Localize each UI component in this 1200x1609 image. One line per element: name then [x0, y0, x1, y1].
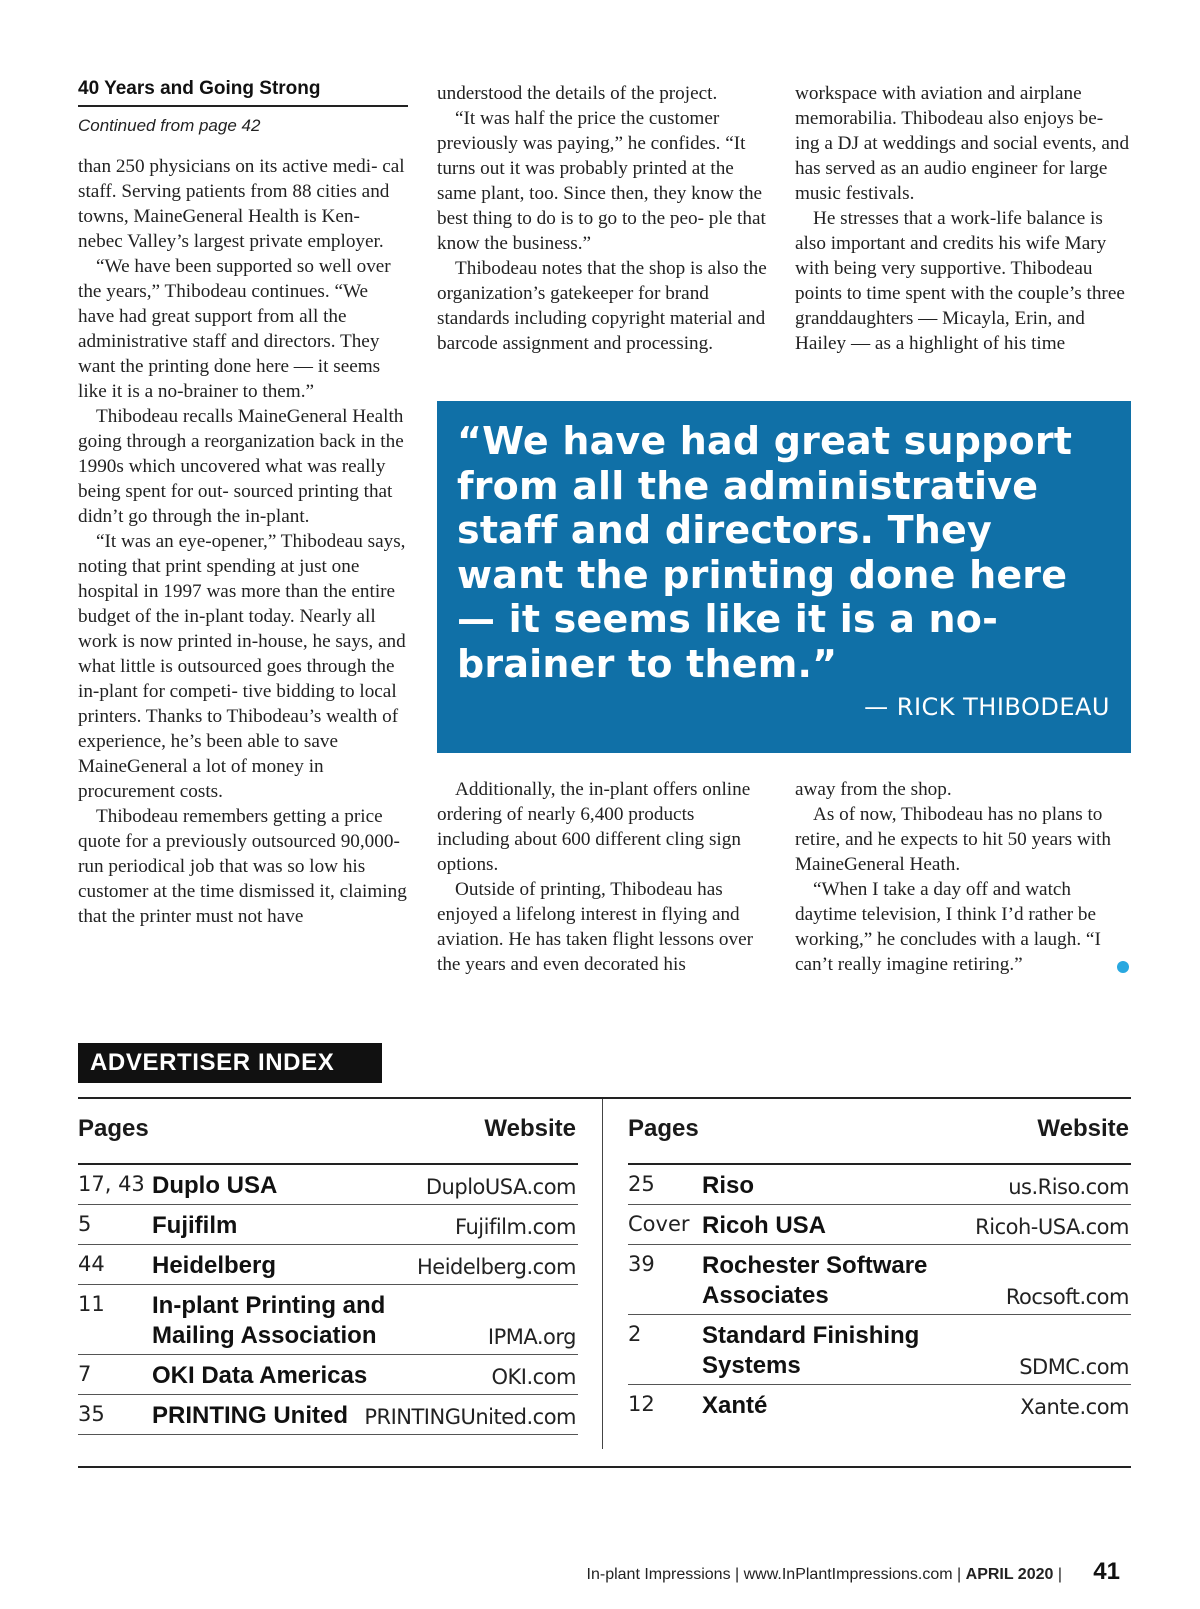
column-divider	[602, 1099, 603, 1449]
advertiser-index-title: ADVERTISER INDEX	[78, 1043, 382, 1083]
pull-quote-text: “We have had great support from all the administrative staff and directors. They want the printing done here — it seems like it is a no-brainer to them.”	[457, 419, 1073, 686]
table-row	[78, 1245, 578, 1285]
row-advertiser: Rochester Software Associates	[702, 1252, 928, 1309]
table-row	[78, 1285, 578, 1355]
row-advertiser: In-plant Printing and Mailing Association	[152, 1292, 386, 1349]
row-website-link[interactable]: OKI.com	[491, 1365, 576, 1389]
page-footer	[580, 1558, 1120, 1590]
row-pages: Cover	[628, 1212, 690, 1236]
row-pages: 12	[628, 1392, 655, 1416]
row-website-link[interactable]: Ricoh-USA.com	[975, 1215, 1129, 1239]
row-advertiser: Standard Finishing Systems	[702, 1322, 920, 1379]
paragraph: Thibodeau recalls MaineGeneral Health going through a reorganization back in the 1990s which uncovered what was really being spent for out- sourced printing that didn’t go through the in-plant.	[78, 406, 404, 527]
row-advertiser: Fujifilm	[152, 1212, 238, 1239]
row-website-link[interactable]: SDMC.com	[1019, 1355, 1129, 1379]
row-website-link[interactable]: Fujifilm.com	[455, 1215, 576, 1239]
paragraph: Thibodeau remembers getting a price quote for a previously outsourced 90,000-run periodical job that was so low his customer at the time dismissed it, claiming that the printer must not have	[78, 806, 407, 927]
row-website-link[interactable]: us.Riso.com	[1008, 1175, 1129, 1199]
table-header	[78, 1099, 578, 1165]
row-pages: 17, 43	[78, 1172, 145, 1196]
row-advertiser: Duplo USA	[152, 1172, 278, 1199]
row-website-link[interactable]: PRINTINGUnited.com	[364, 1405, 576, 1429]
header-website: Website	[1037, 1115, 1129, 1142]
row-website-link[interactable]: Rocsoft.com	[1005, 1285, 1129, 1309]
row-pages: 44	[78, 1252, 105, 1276]
article-column-1	[78, 76, 408, 929]
end-of-article-dot-icon	[1117, 961, 1129, 973]
table-row	[78, 1355, 578, 1395]
table-row	[628, 1385, 1131, 1424]
article-column-2	[437, 81, 767, 356]
table-row	[628, 1245, 1131, 1315]
advertiser-column-left	[78, 1099, 578, 1435]
row-pages: 39	[628, 1252, 655, 1276]
pull-quote-attribution: — RICK THIBODEAU	[864, 693, 1110, 721]
row-website-link[interactable]: DuploUSA.com	[425, 1175, 576, 1199]
table-row	[78, 1395, 578, 1435]
paragraph: than 250 physicians on its active medi- cal staff. Serving patients from 88 cities and towns, MaineGeneral Health is Ken- nebec Valley’s largest private employer.	[78, 156, 405, 252]
continued-note: Continued from page 42	[78, 116, 261, 135]
row-advertiser: Ricoh USA	[702, 1212, 827, 1239]
row-advertiser: Heidelberg	[152, 1252, 277, 1279]
table-row	[628, 1205, 1131, 1245]
paragraph: Thibodeau notes that the shop is also the organization’s gatekeeper for brand standards including copyright material and barcode assignment and processing.	[437, 258, 767, 354]
paragraph: He stresses that a work-life balance is also important and credits his wife Mary with being very supportive. Thibodeau points to time spent with the couple’s three granddaughters — Micayla, Erin, and Hailey — as a highlight of his time	[795, 208, 1125, 354]
paragraph: Outside of printing, Thibodeau has enjoyed a lifelong interest in flying and aviation. He has taken flight lessons over the years and even decorated his	[437, 879, 753, 975]
row-pages: 7	[78, 1362, 92, 1386]
row-pages: 25	[628, 1172, 655, 1196]
row-advertiser: Riso	[702, 1172, 755, 1199]
article-column-3-bottom	[795, 777, 1131, 977]
row-website-link[interactable]: Heidelberg.com	[416, 1255, 576, 1279]
row-advertiser: PRINTING United	[152, 1402, 348, 1429]
publication-url[interactable]: www.InPlantImpressions.com	[743, 1566, 953, 1583]
table-header	[628, 1099, 1131, 1165]
paragraph: As of now, Thibodeau has no plans to retire, and he expects to hit 50 years with MaineGeneral Heath.	[795, 804, 1111, 875]
paragraph: “When I take a day off and watch daytime television, I think I’d rather be working,” he concludes with a laugh. “I can’t really imagine retiring.”	[795, 879, 1101, 975]
header-pages: Pages	[628, 1115, 699, 1142]
publication-name: In-plant Impressions	[586, 1566, 731, 1583]
page-number: 41	[1093, 1558, 1120, 1585]
table-row	[628, 1165, 1131, 1205]
paragraph: “It was half the price the customer previously was paying,” he confides. “It turns out it was probably printed at the same plant, too. Since then, they know the best thing to do is to go to the peo- ple that know the business.”	[437, 108, 766, 254]
issue-date: APRIL 2020	[965, 1566, 1054, 1583]
row-website-link[interactable]: Xante.com	[1020, 1395, 1129, 1419]
advertiser-index-table	[78, 1097, 1131, 1468]
paragraph: Additionally, the in-plant offers online ordering of nearly 6,400 products including about 600 different cling sign options.	[437, 779, 751, 875]
paragraph: away from the shop.	[795, 779, 952, 800]
table-row	[78, 1205, 578, 1245]
row-pages: 5	[78, 1212, 92, 1236]
row-website-link[interactable]: IPMA.org	[487, 1325, 576, 1349]
row-pages: 2	[628, 1322, 642, 1346]
table-row	[628, 1315, 1131, 1385]
row-pages: 35	[78, 1402, 105, 1426]
footer-line: In-plant Impressions | www.InPlantImpressions.com | APRIL 2020 |	[586, 1566, 1062, 1583]
row-pages: 11	[78, 1292, 105, 1316]
paragraph: “It was an eye-opener,” Thibodeau says, noting that print spending at just one hospital in 1997 was more than the entire budget of the in-plant today. Nearly all work is now printed in-house, he says, and what little is outsourced goes through the in-plant for competi- tive bidding to local printers. Thanks to Thibodeau’s wealth of experience, he’s been able to save MaineGeneral a lot of money in procurement costs.	[78, 531, 406, 802]
article-column-3	[795, 81, 1131, 356]
section-title: 40 Years and Going Strong	[78, 76, 408, 107]
article-column-2-bottom	[437, 777, 767, 977]
table-row	[78, 1165, 578, 1205]
row-advertiser: OKI Data Americas	[152, 1362, 368, 1389]
header-pages: Pages	[78, 1115, 149, 1142]
paragraph: workspace with aviation and airplane memorabilia. Thibodeau also enjoys be- ing a DJ at weddings and social events, and has served as an audio engineer for large music festivals.	[795, 83, 1130, 204]
paragraph: “We have been supported so well over the years,” Thibodeau continues. “We have had great support from all the administrative staff and directors. They want the printing done here — it seems like it is a no-brainer to them.”	[78, 256, 391, 402]
advertiser-column-right	[628, 1099, 1131, 1424]
header-website: Website	[484, 1115, 576, 1142]
paragraph: understood the details of the project.	[437, 83, 718, 104]
row-advertiser: Xanté	[702, 1392, 768, 1419]
pull-quote	[437, 401, 1131, 753]
